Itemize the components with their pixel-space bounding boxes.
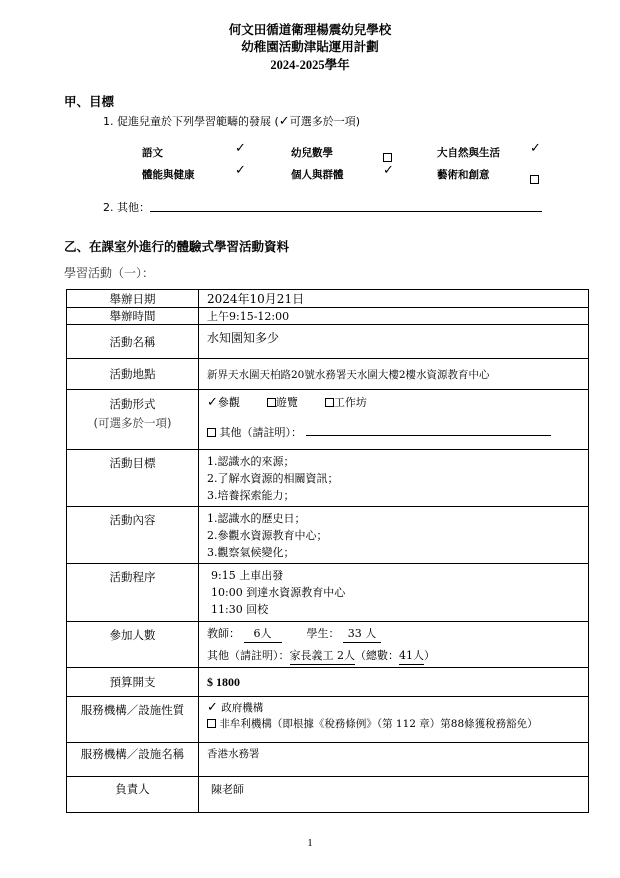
other-participants-label: 其他（請註明）： xyxy=(207,649,290,662)
area-check-personal: ✓ xyxy=(383,163,394,178)
content-list xyxy=(199,507,589,564)
form-label-cell xyxy=(67,390,199,450)
area-check-language: ✓ xyxy=(235,141,246,156)
other-participants-value: 家長義工 2人 xyxy=(290,647,356,665)
org-type-gov-label: 政府機構 xyxy=(221,702,264,714)
objective-item-1-note-prefix: ( xyxy=(274,115,279,128)
row-venue xyxy=(67,359,589,390)
form-option-tour: 遊覽 xyxy=(275,396,298,409)
area-checkbox-arts xyxy=(530,168,539,187)
area-label-physical: 體能與健康 xyxy=(142,169,195,181)
time-value: 上午9:15-12:00 xyxy=(199,308,589,325)
objective-item-1-text: 1. 促進兒童於下列學習範疇的發展 xyxy=(103,115,271,128)
participants-details xyxy=(199,622,589,668)
area-label-personal: 個人與群體 xyxy=(291,169,344,181)
org-type-ngo-label: 非牟利機構（即根據《稅務條例》（第 112 章）第88條獲稅務豁免） xyxy=(219,718,538,730)
name-label: 活動名稱 xyxy=(67,325,199,359)
section-b-heading: 乙、在課室外進行的體驗式學習活動資料 xyxy=(64,239,290,254)
school-year: 2024-2025學年 xyxy=(270,58,350,72)
teacher-value: 6人 xyxy=(244,625,282,643)
objective-item-1 xyxy=(103,113,360,129)
org-type-option-gov xyxy=(207,699,580,717)
form-options xyxy=(199,390,589,450)
objective-item-1-note: 可選多於一項) xyxy=(289,115,360,128)
area-check-physical: ✓ xyxy=(235,163,246,178)
content-item: 1.認識水的歷史日； xyxy=(207,512,306,525)
form-other-row xyxy=(207,423,588,441)
row-org-type xyxy=(67,697,589,743)
form-checkbox-workshop xyxy=(325,398,334,407)
other-underline xyxy=(150,211,542,212)
form-label: 活動形式 xyxy=(109,397,156,411)
date-value: 2024年10月21日 xyxy=(199,290,589,308)
venue-label: 活動地點 xyxy=(67,359,199,390)
row-name xyxy=(67,325,589,359)
form-option-workshop: 工作坊 xyxy=(333,396,367,409)
date-label: 舉辦日期 xyxy=(67,290,199,308)
name-value: 水知園知多少 xyxy=(199,325,589,359)
document-title: 幼稚園活動津貼運用計劃 xyxy=(241,40,379,54)
objective-item: 2.了解水資源的相關資訊； xyxy=(207,472,339,485)
budget-label: 預算開支 xyxy=(67,668,199,697)
student-label: 學生： xyxy=(306,627,340,640)
form-checkbox-tour xyxy=(267,398,276,407)
org-name-label: 服務機構／設施名稱 xyxy=(67,743,199,777)
budget-value: $ 1800 xyxy=(199,668,589,697)
row-time xyxy=(67,308,589,325)
participants-label: 參加人數 xyxy=(67,622,199,668)
student-value: 33 人 xyxy=(343,625,381,643)
objective-item-2: 2. 其他： xyxy=(103,201,150,214)
total-value: 41人 xyxy=(399,647,424,665)
content-item: 2.參觀水資源教育中心； xyxy=(207,529,328,542)
form-other-label: 其他（請註明）： xyxy=(219,426,302,439)
row-contents xyxy=(67,507,589,564)
area-label-language: 語文 xyxy=(142,147,163,159)
participants-row-2 xyxy=(207,647,588,665)
section-a-heading: 甲、目標 xyxy=(64,94,115,109)
check-icon: ✓ xyxy=(278,114,290,129)
org-type-label: 服務機構／設施性質 xyxy=(67,697,199,743)
org-type-option-ngo xyxy=(207,717,580,732)
form-option-visit: 參觀 xyxy=(217,396,240,409)
row-program xyxy=(67,564,589,622)
page-number: 1 xyxy=(307,837,313,849)
objective-list xyxy=(199,450,589,507)
objective-item: 3.培養探索能力； xyxy=(207,489,295,502)
program-item: 11:30 回校 xyxy=(211,603,269,616)
school-name: 何文田循道衛理楊震幼兒學校 xyxy=(228,23,392,37)
total-prefix: （總數： xyxy=(355,649,399,662)
row-date xyxy=(67,290,589,308)
check-icon: ✓ xyxy=(207,700,218,715)
area-check-nature: ✓ xyxy=(530,141,541,156)
row-objectives xyxy=(67,450,589,507)
activity-title: 學習活動（一）： xyxy=(64,266,155,280)
venue-value: 新界天水圍天柏路20號水務署天水圍大樓2樓水資源教育中心 xyxy=(199,359,589,390)
person-label: 負責人 xyxy=(67,777,199,813)
program-item: 9:15 上車出發 xyxy=(211,569,284,582)
org-name-value: 香港水務署 xyxy=(199,743,589,777)
area-label-nature: 大自然與生活 xyxy=(437,147,500,159)
program-item: 10:00 到達水資源教育中心 xyxy=(211,586,346,599)
form-check-visit: ✓ xyxy=(207,395,218,410)
person-value: 陳老師 xyxy=(199,777,589,813)
form-other-underline xyxy=(306,423,551,436)
content-label: 活動內容 xyxy=(67,507,199,564)
row-person xyxy=(67,777,589,813)
teacher-label: 教師： xyxy=(207,627,240,640)
row-form xyxy=(67,390,589,450)
total-suffix: ） xyxy=(424,649,435,662)
row-participants xyxy=(67,622,589,668)
form-note: (可選多於一項) xyxy=(93,416,172,430)
objective-item: 1.認識水的來源； xyxy=(207,455,295,468)
participants-row-1 xyxy=(207,625,588,643)
form-checkbox-other xyxy=(207,428,216,437)
program-label: 活動程序 xyxy=(67,564,199,622)
time-label: 舉辦時間 xyxy=(67,308,199,325)
area-label-arts: 藝術和創意 xyxy=(437,169,490,181)
row-org-name xyxy=(67,743,589,777)
program-list xyxy=(199,564,589,622)
activity-table xyxy=(66,289,589,813)
area-label-math: 幼兒數學 xyxy=(291,147,333,159)
objective-label: 活動目標 xyxy=(67,450,199,507)
org-type-ngo-checkbox xyxy=(207,719,216,728)
row-budget xyxy=(67,668,589,697)
form-options-row xyxy=(207,394,588,411)
org-type-options xyxy=(199,697,589,743)
content-item: 3.觀察氣候變化； xyxy=(207,546,295,559)
